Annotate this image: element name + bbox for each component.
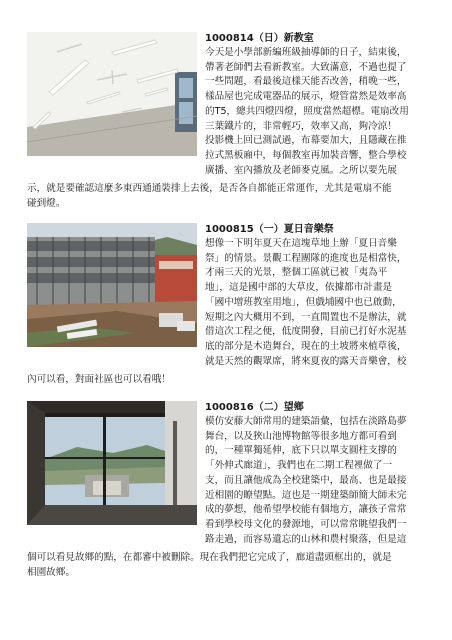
- text-line: 祭」的情景。景觀工程團隊的進度也是相當快，: [205, 252, 407, 264]
- entry-title: 1000816（二）望鄉: [205, 402, 304, 413]
- entry-title: 1000814（日）新教室: [205, 33, 314, 44]
- text-line: 路走過，而容易遺忘的山林和農村聚落，但是這: [205, 533, 407, 545]
- text-line: 地」，這是國中部的大草皮，依據都市計畫是: [205, 282, 393, 294]
- text-line: 底的部分是木造舞台，現在的土坡將來植草後，: [205, 340, 407, 352]
- text-line: 想像一下明年夏天在這塊草地上辦「夏日音樂: [205, 238, 397, 249]
- text-line: 個可以看見故鄉的點，在都審中被刪除。現在我們把它完成了，廊道盡頭框出的，就是: [27, 552, 392, 563]
- text-line: 碰到燈。: [27, 197, 66, 209]
- text-line: 借這次工程之便，低度開發，目前已打好水泥基: [205, 326, 407, 338]
- text-line: 支，而且讓他成為全校建築中，最高、也是最接: [205, 474, 407, 486]
- text-line: 相園故鄉。: [27, 566, 75, 578]
- text-line: 短期之內大概用不到，一直閒置也不是辦法，就: [205, 311, 407, 323]
- text-line: 一些問題，看最後這樣天能否改善，稍晚一些，: [205, 76, 407, 88]
- entry-title: 1000815（一）夏日音樂祭: [205, 224, 334, 235]
- text-line: 今天是小學部新編班級抽導師的日子，結束後，: [205, 47, 407, 58]
- text-line: 近相園的瞭望點。這也是一期建築師簡大師未完: [205, 489, 407, 501]
- text-line: 樣品屋也完成電器品的展示，燈管當然是效率高: [205, 91, 407, 103]
- text-line: 廣播、室內播放及老師麥克風。之所以要先展: [205, 164, 397, 176]
- photo-corridor-view: [27, 401, 197, 525]
- text-line: 拉式黑板廂中，每個教室再加裝音響，整合學校: [205, 149, 407, 161]
- text-line: 「外伸式廊道」，我們也在二期工程裡做了一: [205, 460, 393, 472]
- text-line: 三葉鐵片的，非常輕巧，效率又高，夠冷涼！: [205, 120, 397, 132]
- text-line: 示，就是要確認這麼多東西通通裝排上去後，是否各自都能正常運作，尤其是電扇不能: [27, 183, 392, 194]
- text-line: 的，一種單獨延伸，底下只以單支圓柱支撐的: [205, 445, 397, 457]
- text-line: 內可以看，對面社區也可以看哦！: [27, 374, 171, 385]
- text-line: 就是天然的觀眾席，將來夏夜的露天音樂會，校: [205, 355, 407, 367]
- text-line: 才兩三天的光景，整個工區就已被「夷為平: [205, 267, 388, 279]
- text-line: 投影機上回已測試過，布幕要加大，且隱藏在推: [205, 135, 407, 147]
- text-line: 看到學校母文化的發源地，可以常常眺望我們一: [205, 518, 407, 530]
- text-line: 舞台，以及狹山池博物館等很多地方都可看到: [205, 430, 397, 442]
- photo-construction-site: [27, 223, 197, 347]
- text-line: 成的夢想，他希望學校能有個地方，讓孩子常常: [205, 504, 407, 516]
- text-line: 「國中增班教室用地」，但戲埔國中也已啟動，: [205, 296, 402, 308]
- text-line: 的T5，總共四燈四燈，照度當然超標。電扇改用: [205, 105, 409, 117]
- photo-classroom-ceiling: [27, 32, 197, 156]
- text-line: 模仿安藤大師常用的建築語彙，包括在淡路島夢: [205, 416, 407, 427]
- text-line: 帶著老師們去看新教室。大致滿意，不過也提了: [205, 61, 407, 73]
